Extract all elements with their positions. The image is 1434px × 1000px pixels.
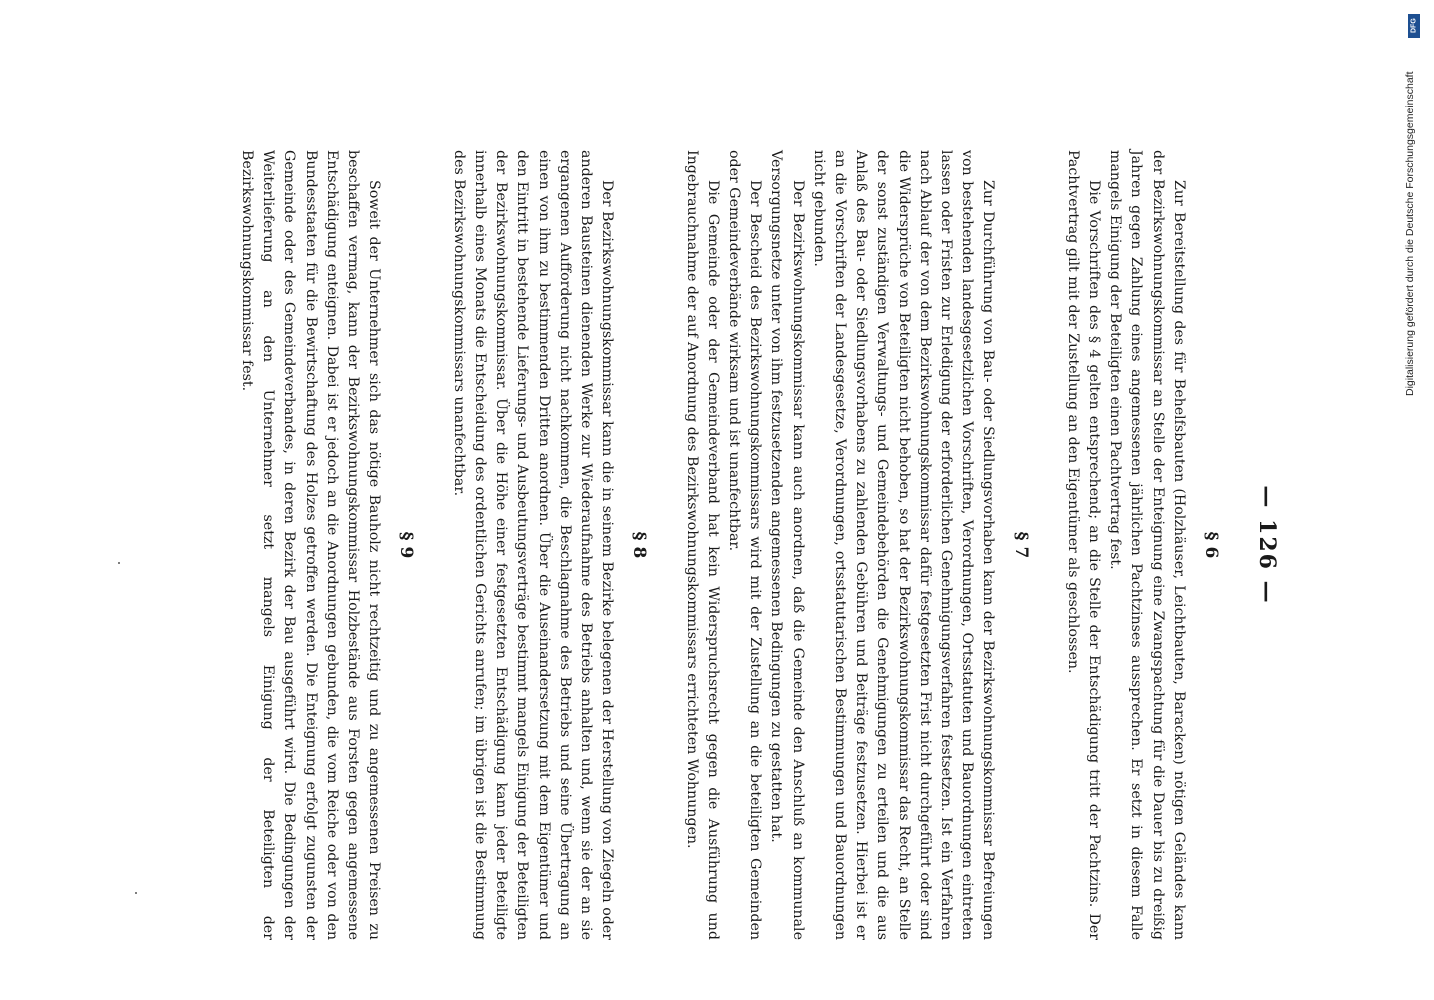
paragraph: Zur Durchführung von Bau- oder Siedlungsvorhaben kann der Bezirkswohnungskommissar Befreiungen von bestehenden landesgesetzlichen Vorschriften, Verordnungen, Ortsstatuten und Bauordnungen eintreten lassen oder Fristen zur Erledigung der erforderlichen Genehmigungsverfahren festsetzen. Ist ein Verfahren nach Ablauf der von dem Bezirkswohnungskommissar dafür festgesetzten Frist nicht durchgeführt oder sind die Widersprüche von Beteiligten nicht behoben, so hat der Bezirkswohnungskommissar das Recht, an Stelle der sonst zuständigen Verwaltungs- und Gemeindebehörden die Genehmigungen zu erteilen und die aus Anlaß des Bau- oder Siedlungsvorhabens zu zahlenden Gebühren und Beiträge festzusetzen. Hierbei ist er an die Vorschriften der Landesgesetze, Verordnungen, ortsstatutarischen Bestimmungen und Bauordnungen nicht gebunden. bbox=[810, 150, 997, 940]
paragraph: Der Bezirkswohnungskommissar kann auch anordnen, daß die Gemeinde den Anschluß an kommunale Versorgungsnetze unter von ihm festzusetzenden angemessenen Bedingungen zu gestatten hat. bbox=[768, 150, 806, 940]
credit-text: Digitalisierung gefördert durch die Deutsche Forschungsgemeinschaft bbox=[1404, 71, 1416, 396]
scan-speck bbox=[135, 892, 137, 894]
paragraph: Der Bezirkswohnungskommissar kann die in seinem Bezirke belegenen der Herstellung von Ziegeln oder anderen Bausteinen dienenden Werke zur Wiederaufnahme des Betriebs anhalten und, wenn sie der an sie ergangenen Aufforderung nicht nachkommen, die Beschlagnahme des Betriebs und seine Übertragung an einen von ihm zu bestimmenden Dritten anordnen. Über die Auseinandersetzung mit dem Eigentümer und den Eintritt in bestehende Lieferungs- und Ausbeutungsverträge bestimmt mangels Einigung der Beteiligten der Bezirkswohnungskommissar. Über die Höhe einer festgesetzten Entschädigung kann jeder Beteiligte innerhalb eines Monats die Entscheidung des ordentlichen Gerichts anrufen; im übrigen ist die Bestimmung des Bezirkswohnungskommissars unanfechtbar. bbox=[450, 150, 616, 940]
section-9 bbox=[236, 150, 417, 940]
rotated-document-page bbox=[180, 150, 1300, 940]
page-header bbox=[1240, 150, 1300, 940]
document-body bbox=[236, 150, 1230, 940]
paragraph: Der Bescheid des Bezirkswohnungskommissars wird mit der Zustellung an die beteiligten Gemeinden oder Gemeindeverbände wirksam und ist unanfechtbar. bbox=[725, 150, 764, 940]
paragraph: Die Gemeinde oder der Gemeindeverband hat kein Widerspruchsrecht gegen die Ausführung und Ingebrauchnahme der auf Anordnung des Bezirkswohnungskommissars errichteten Wohnungen. bbox=[683, 150, 721, 940]
dfg-logo-icon: DFG bbox=[1408, 14, 1420, 38]
section-title: § 7 bbox=[1010, 531, 1031, 559]
section-6 bbox=[1062, 150, 1221, 940]
section-7 bbox=[680, 150, 1030, 940]
section-title: § 8 bbox=[629, 531, 650, 559]
section-title: § 9 bbox=[396, 531, 417, 559]
digitization-credit bbox=[1404, 8, 1426, 992]
paragraph: Zur Bereitstellung des für Behelfsbauten (Holzhäuser, Leichtbauten, Baracken) nötigen Geländes kann der Bezirkswohnungskommissar an Stelle der Enteignung eine Zwangspachtung für die Dauer bis zu dreißig Jahren gegen Zahlung eines angemessenen jährlichen Pachtzinses aussprechen. Er setzt in diesem Falle mangels Einigung der Beteiligten einen Pachtvertrag fest. bbox=[1107, 150, 1187, 940]
section-title: § 6 bbox=[1201, 531, 1221, 559]
paragraph: Die Vorschriften des § 4 gelten entsprechend; an die Stelle der Entschädigung tritt der Pachtzins. Der Pachtvertrag gilt mit der Zustellung an den Eigentümer als geschlossen. bbox=[1064, 150, 1102, 940]
page-number: — 126 — bbox=[1254, 485, 1280, 605]
section-8 bbox=[448, 150, 650, 940]
scan-speck bbox=[118, 562, 120, 564]
paragraph: Soweit der Unternehmer sich das nötige Bauholz nicht rechtzeitig und zu angemessenen Preisen zu beschaffen vermag, kann der Bezirkswohnungskommissar Holzbestände aus Forsten gegen angemessene Entschädigung enteignen. Dabei ist er jedoch an die Anordnungen gebunden, die vom Reiche oder von den Bundesstaaten für die Bewirtschaftung des Holzes getroffen werden. Die Enteignung erfolgt zugunsten der Gemeinde oder des Gemeindeverbandes, in deren Bezirk der Bau ausgeführt wird. Die Bedingungen der Weiterlieferung an den Unternehmer setzt mangels Einigung der Beteiligten der Bezirkswohnungskommissar fest. bbox=[239, 150, 383, 940]
